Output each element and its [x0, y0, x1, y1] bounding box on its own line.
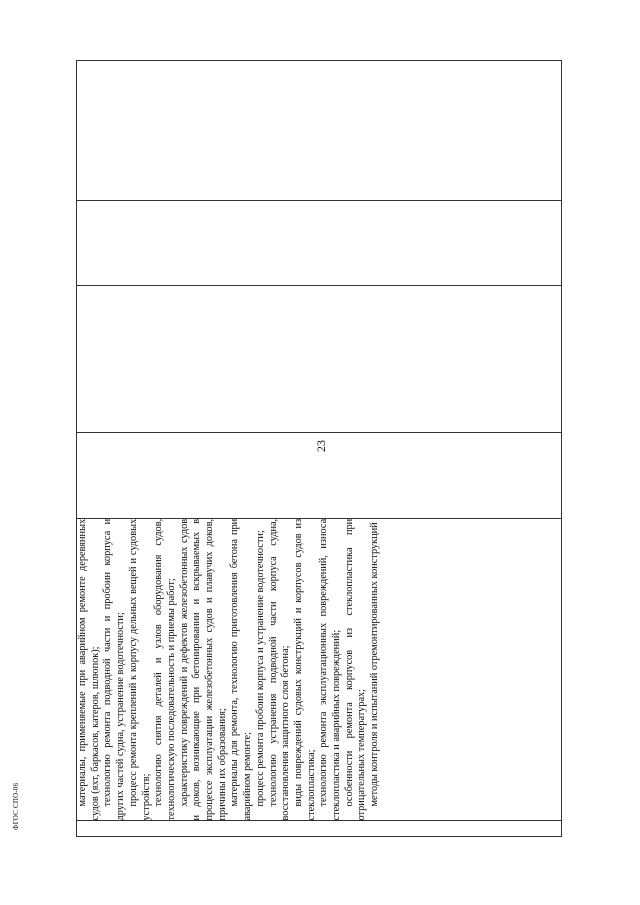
- footer-code: ФГОС СПО-06: [12, 782, 20, 830]
- table-cell-narrow: [77, 821, 562, 837]
- content-line: технологию снятия деталей и узлов оборудования судов, технологическую последовательность и приемы работ;: [153, 518, 177, 821]
- table-cell-empty: [77, 286, 562, 433]
- standard-table: [76, 60, 562, 837]
- content-line: материалы для ремонта, технологию приготовления бетона при аварийном ремонте;: [229, 518, 254, 821]
- content-line: процесс ремонта пробоин корпуса и устранение водотечности;: [254, 530, 266, 807]
- page-number: 23: [314, 440, 328, 452]
- content-line: технологию ремонта подводной части и пробоин корпуса и других частей судна, устранение водотечности;: [102, 518, 127, 821]
- table-cell-empty: [77, 61, 562, 201]
- table-cell-empty: [77, 433, 562, 518]
- content-line: процесс ремонта креплений к корпусу дельных вещей и судовых устройств;: [127, 518, 152, 821]
- table-cell-empty: [77, 200, 562, 285]
- content-line: материалы, применяемые при аварийном ремонте деревянных судов (яхт, баркасов, катеров, шлюпок);: [77, 518, 101, 821]
- table-cell-content: [77, 518, 562, 821]
- content-line: виды повреждений судовых конструкций и корпусов судов из стеклопластика;: [292, 518, 317, 821]
- content-line: технологию устранения подводной части корпуса судна, восстановления защитного слоя бетона;: [267, 518, 292, 821]
- content-line: особенности ремонта корпусов из стеклопластика при отрицательных температурах;: [343, 518, 368, 821]
- content-line: характеристику повреждений и дефектов железобетонных судов и доков, возникающие при бетонировании и вскрываемых в процессе эксплуатации железобетонных судов и плавучих доков, причины их образования;: [178, 518, 228, 821]
- content-line: методы контроля и испытаний отремонтированных конструкций: [369, 522, 381, 807]
- content-line: технологию ремонта эксплуатационных повреждений, износа стеклопластика и аварийных повреждений;: [318, 518, 343, 821]
